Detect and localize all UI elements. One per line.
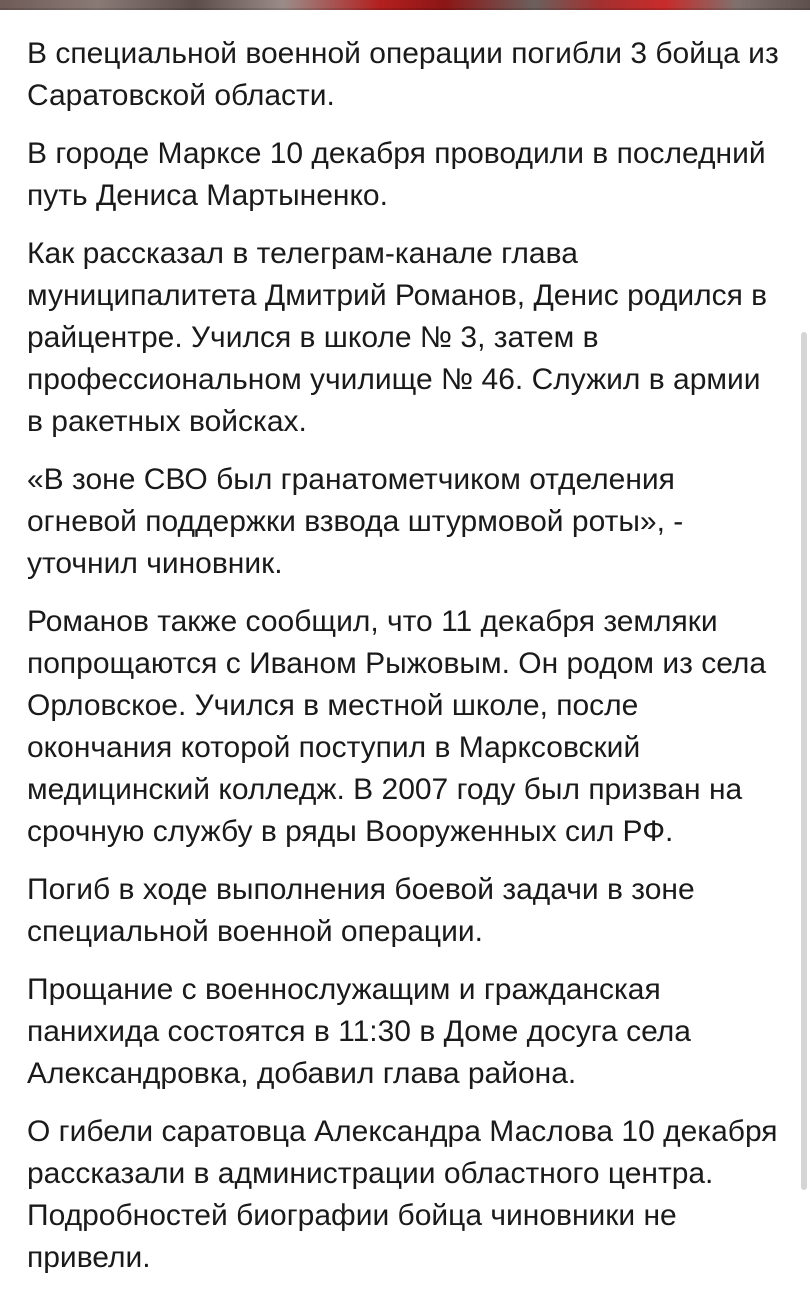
article-paragraph-5: Романов также сообщил, что 11 декабря земляки попрощаются с Иваном Рыжовым. Он родом из села Орловское. Учился в местной школе, после окончания которой поступил в Марксовский медицинский колледж. В 2007 году был призван на срочную службу в ряды Вооруженных сил РФ. [27,605,767,848]
article-paragraph-6: Погиб в ходе выполнения боевой задачи в зоне специальной военной операции. [27,873,695,948]
vertical-scrollbar[interactable] [796,0,810,1280]
article-paragraph-2: В городе Марксе 10 декабря проводили в последний путь Дениса Мартыненко. [27,137,766,212]
article-paragraph-3: Как рассказал в телеграм-канале глава муниципалитета Дмитрий Романов, Денис родился в райцентре. Учился в школе № 3, затем в профессиональном училище № 46. Служил в армии в ракетных войсках. [27,237,768,438]
article-paragraph-1: В специальной военной операции погибли 3 бойца из Саратовской области. [27,37,779,112]
article-paragraph-4: «В зоне СВО был гранатометчиком отделения огневой поддержки взвода штурмовой роты», - уточнил чиновник. [27,463,684,580]
header-image-strip [0,0,810,10]
scrollbar-thumb[interactable] [801,332,807,1190]
article-paragraph-7: Прощание с военнослужащим и гражданская панихида состоятся в 11:30 в Доме досуга села Александровка, добавил глава района. [27,973,691,1090]
article-paragraph-8: О гибели саратовца Александра Маслова 10 декабря рассказали в администрации областного центра. Подробностей биографии бойца чиновники не привели. [27,1115,778,1274]
article-body [27,33,784,1295]
